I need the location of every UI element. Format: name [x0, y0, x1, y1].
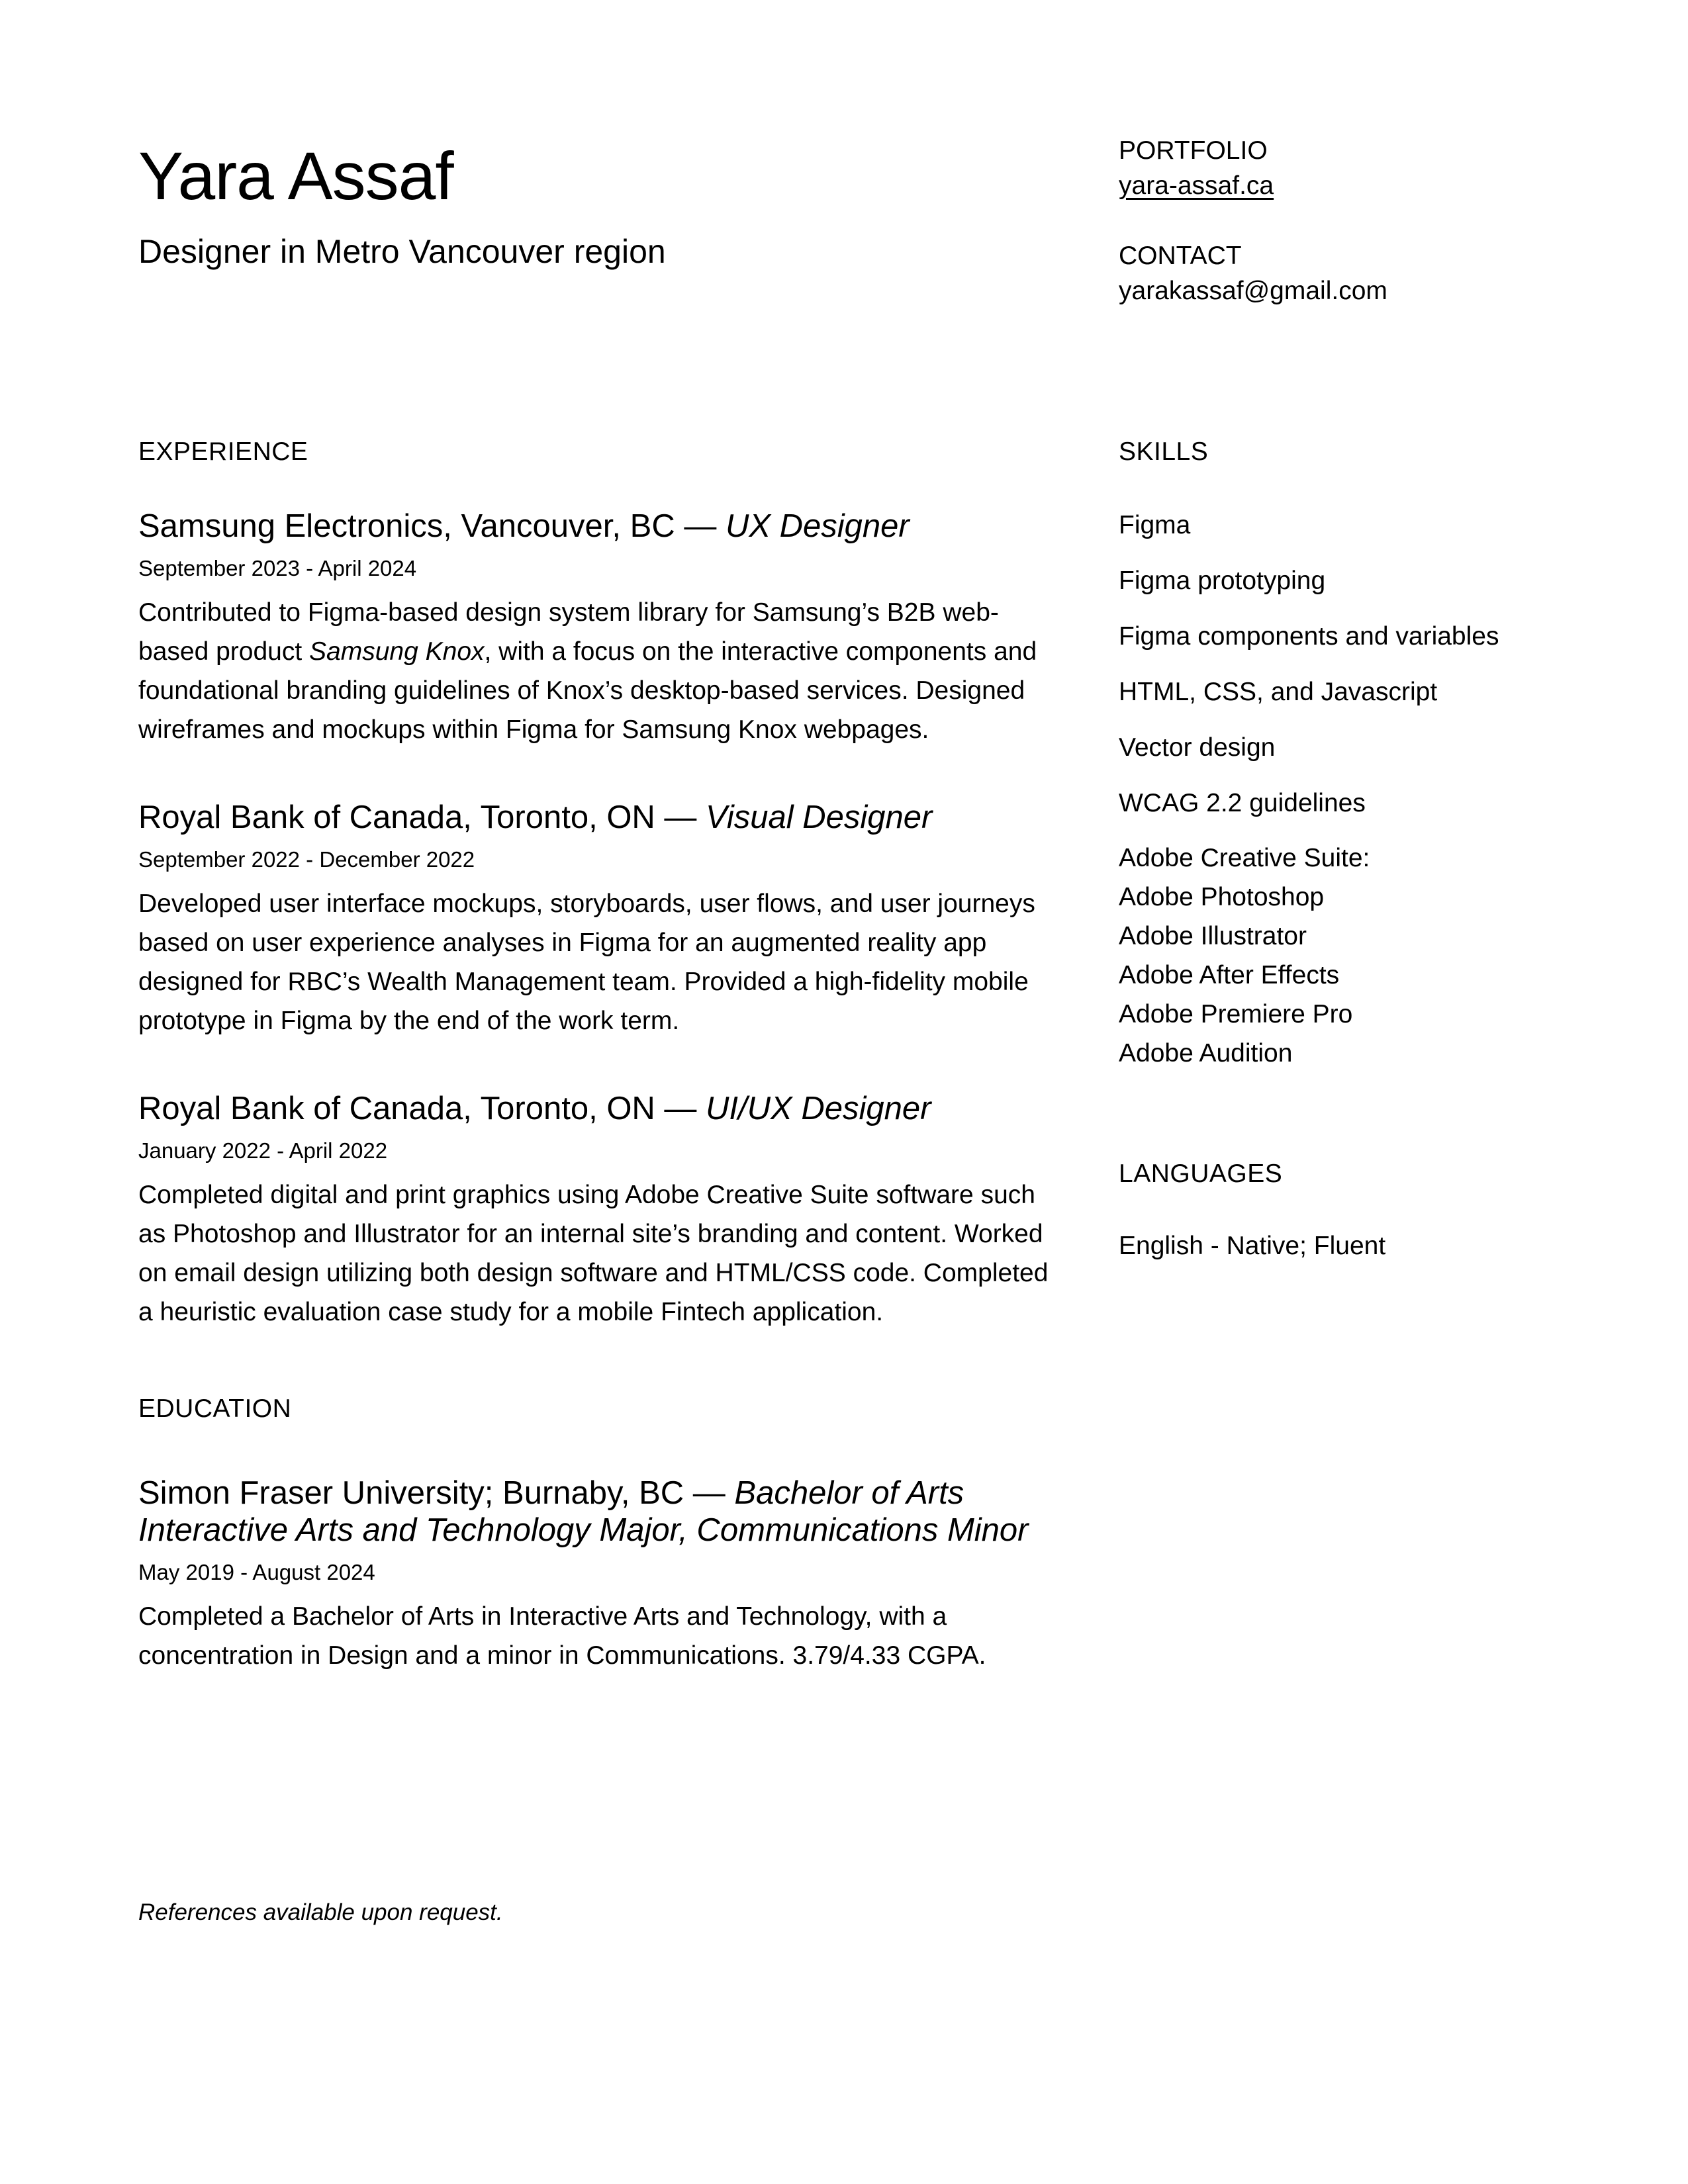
entry-title [138, 1475, 1058, 1549]
experience-entry [138, 799, 1058, 1040]
entry-org: Samsung Electronics, Vancouver, BC — [138, 508, 726, 544]
entry-description-text: Contributed to Figma-based design system library for Samsung’s B2B web-based product [138, 598, 999, 666]
adobe-item: Adobe Premiere Pro [1119, 1000, 1353, 1028]
contact-label: CONTACT [1119, 242, 1242, 270]
entry-title [138, 1090, 1058, 1127]
entry-role: UX Designer [725, 508, 910, 544]
entry-description: Completed digital and print graphics using Adobe Creative Suite software such as Photoshop and Illustrator for an internal site’s branding and content. Worked on email design utilizing both design software and HTML/CSS code. Completed a heuristic evaluation case study for a mobile Fintech application. [138, 1181, 1049, 1326]
entry-date: September 2022 - December 2022 [138, 847, 475, 872]
entry-role: UI/UX Designer [706, 1091, 931, 1126]
skill-item: HTML, CSS, and Javascript [1119, 678, 1438, 706]
references-note: References available upon request. [138, 1899, 503, 1925]
portfolio-link-wrapper [1119, 168, 1274, 204]
adobe-item: Adobe Audition [1119, 1039, 1293, 1068]
experience-entry [138, 1090, 1058, 1332]
product-name: Samsung Knox [309, 637, 485, 666]
entry-org: Royal Bank of Canada, Toronto, ON — [138, 799, 706, 835]
education-entry [138, 1475, 1058, 1675]
entry-date: May 2019 - August 2024 [138, 1560, 375, 1584]
entry-description [138, 593, 1058, 749]
resume-name: Yara Assaf [138, 138, 453, 214]
entry-date: September 2023 - April 2024 [138, 556, 417, 580]
resume-tagline: Designer in Metro Vancouver region [138, 233, 666, 270]
education-heading: EDUCATION [138, 1394, 292, 1423]
portfolio-label: PORTFOLIO [1119, 136, 1268, 165]
adobe-heading: Adobe Creative Suite: [1119, 844, 1370, 872]
entry-title [138, 799, 1058, 836]
skills-heading: SKILLS [1119, 437, 1209, 466]
entry-description: Developed user interface mockups, storyboards, user flows, and user journeys based on user experience analyses in Figma for an augmented reality app designed for RBC’s Wealth Management team. Provided a high-fidelity mobile prototype in Figma by the end of the work term. [138, 889, 1035, 1035]
entry-role: Visual Designer [706, 799, 933, 835]
portfolio-link[interactable]: yara-assaf.ca [1119, 171, 1274, 200]
adobe-item: Adobe After Effects [1119, 961, 1340, 989]
experience-heading: EXPERIENCE [138, 437, 308, 466]
skill-item: Vector design [1119, 733, 1276, 762]
languages-heading: LANGUAGES [1119, 1160, 1283, 1188]
skill-item: WCAG 2.2 guidelines [1119, 789, 1366, 817]
skill-item: Figma prototyping [1119, 567, 1326, 595]
experience-entry [138, 508, 1058, 749]
entry-description: Completed a Bachelor of Arts in Interactive Arts and Technology, with a concentration in Design and a minor in Communications. 3.79/4.33 CGPA. [138, 1602, 986, 1670]
degree-name: Bachelor of Arts [734, 1475, 964, 1511]
degree-major: Interactive Arts and Technology Major, Communications Minor [138, 1512, 1029, 1548]
entry-org: Simon Fraser University; Burnaby, BC — [138, 1475, 735, 1511]
adobe-item: Adobe Photoshop [1119, 883, 1325, 911]
entry-date: January 2022 - April 2022 [138, 1138, 388, 1163]
entry-title [138, 508, 1058, 545]
adobe-skills [1119, 839, 1370, 1073]
entry-org: Royal Bank of Canada, Toronto, ON — [138, 1091, 706, 1126]
language-item: English - Native; Fluent [1119, 1232, 1386, 1260]
skill-item: Figma components and variables [1119, 622, 1499, 651]
adobe-item: Adobe Illustrator [1119, 922, 1307, 950]
entry-description-text: , with a focus on the interactive components and foundational branding guidelines of Knox’s desktop-based services. Designed wireframes and mockups within Figma for Samsung Knox webpages. [138, 637, 1037, 744]
contact-email: yarakassaf@gmail.com [1119, 277, 1387, 305]
skill-item: Figma [1119, 511, 1191, 539]
